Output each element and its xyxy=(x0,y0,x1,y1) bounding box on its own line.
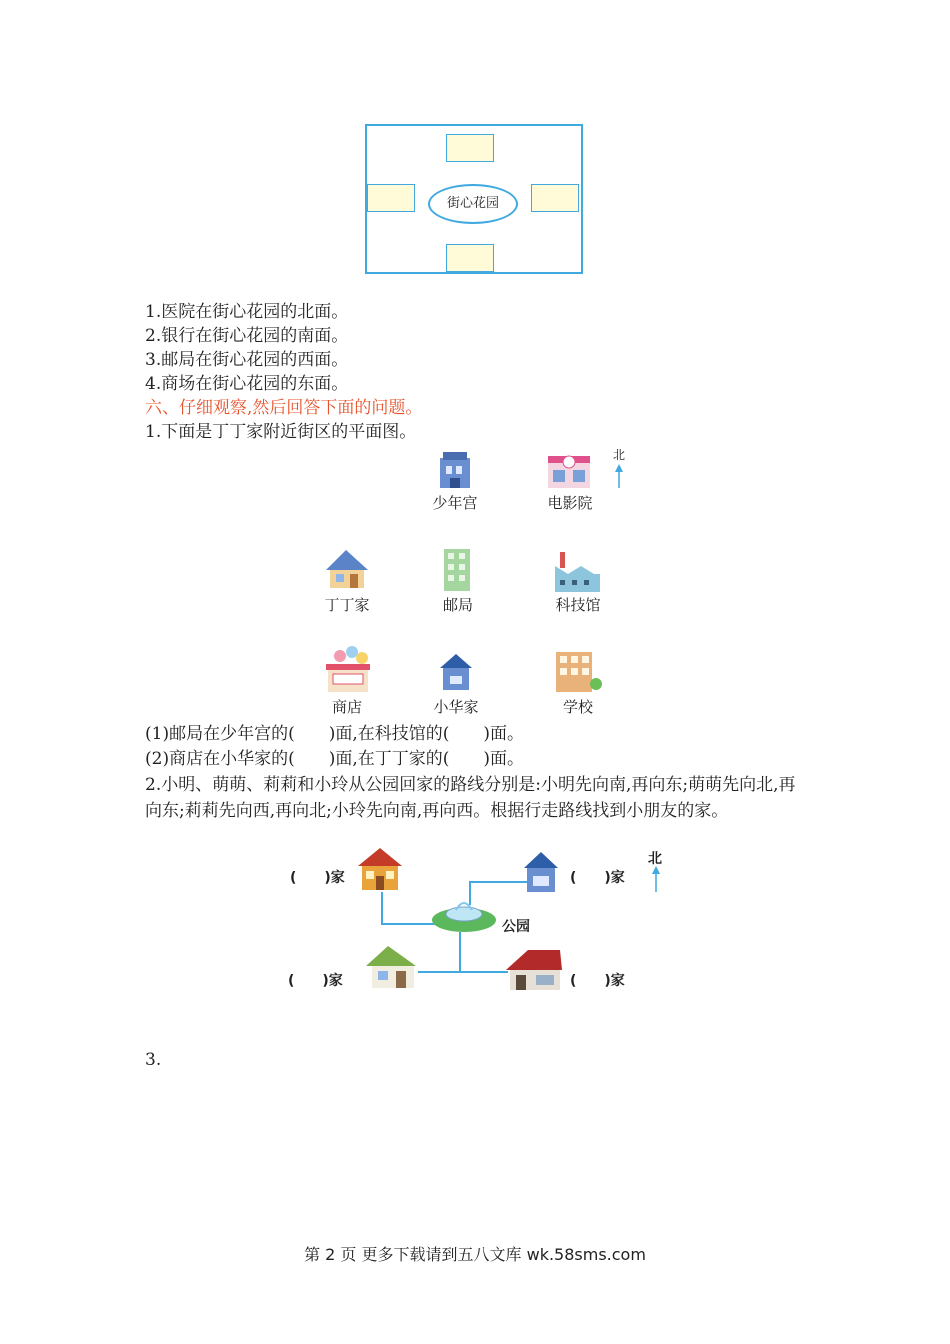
label-cinema: 电影院 xyxy=(547,494,593,512)
label-dingding-home: 丁丁家 xyxy=(324,596,370,614)
answer-line-3: 3.邮局在街心花园的西面。 xyxy=(145,350,349,370)
red-house-icon xyxy=(358,848,402,890)
park-label: 公园 xyxy=(502,919,530,935)
q1-north-label: 北 xyxy=(613,448,626,462)
q1-intro: 1.下面是丁丁家附近街区的平面图。 xyxy=(145,422,417,442)
answer-line-4: 4.商场在街心花园的东面。 xyxy=(145,374,349,394)
blue-house-icon xyxy=(524,852,558,892)
section-title: 六、仔细观察,然后回答下面的问题。 xyxy=(145,398,423,418)
garden-center-label: 街心花园 xyxy=(428,184,518,224)
answer-line-2: 2.银行在街心花园的南面。 xyxy=(145,326,349,346)
label-post-office: 邮局 xyxy=(442,596,473,614)
green-roof-house-icon xyxy=(366,946,416,988)
blank-home-se: ( )家 xyxy=(570,973,625,989)
q1-sub1: (1)邮局在少年宫的( )面,在科技馆的( )面。 xyxy=(145,724,525,744)
blank-home-sw: ( )家 xyxy=(288,973,343,989)
label-youth-palace: 少年宫 xyxy=(432,494,478,512)
answer-line-1: 1.医院在街心花园的北面。 xyxy=(145,302,349,322)
label-science-museum: 科技馆 xyxy=(555,596,601,614)
page-footer: 第 2 页 更多下载请到五八文库 wk.58sms.com xyxy=(304,1245,646,1264)
q2-text: 2.小明、萌萌、莉莉和小玲从公园回家的路线分别是:小明先向南,再向东;萌萌先向北,再向东;莉莉先向西,再向北;小玲先向南,再向西。根据行走路线找到小朋友的家。 xyxy=(145,775,796,821)
q2-north-label: 北 xyxy=(648,851,662,867)
blank-home-ne: ( )家 xyxy=(570,870,625,886)
label-school: 学校 xyxy=(562,698,593,716)
red-roof-house-icon xyxy=(506,950,562,990)
label-shop: 商店 xyxy=(331,698,362,716)
q3-label: 3. xyxy=(145,1050,162,1070)
q1-sub2: (2)商店在小华家的( )面,在丁丁家的( )面。 xyxy=(145,749,525,769)
fountain-icon xyxy=(432,903,496,932)
blank-home-nw: ( )家 xyxy=(290,870,345,886)
label-xiaohua-home: 小华家 xyxy=(433,698,479,716)
